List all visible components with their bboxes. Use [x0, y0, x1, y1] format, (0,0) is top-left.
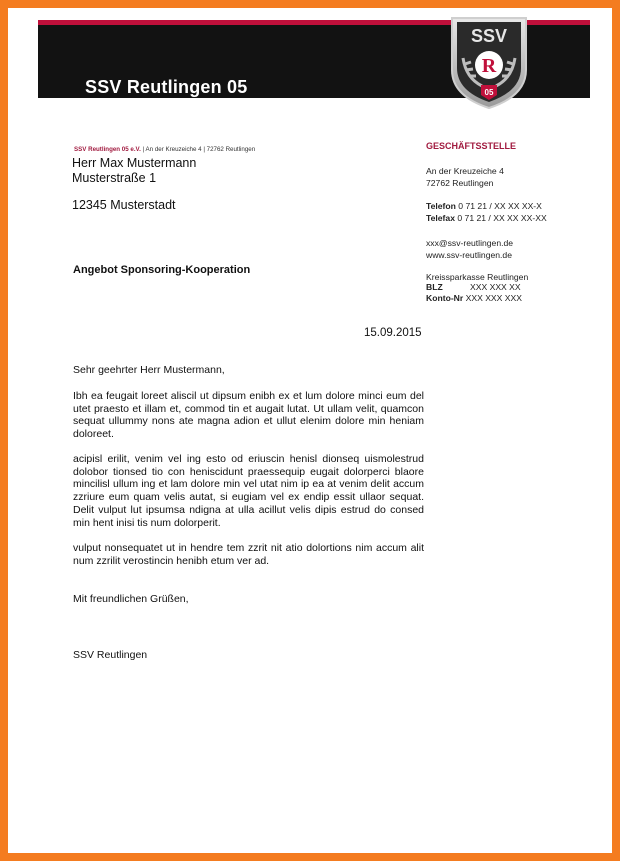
crest-number: 05 — [484, 88, 494, 97]
letter-signature: SSV Reutlingen — [73, 649, 148, 661]
blz-label: BLZ — [426, 282, 443, 292]
letter-date: 15.09.2015 — [364, 327, 422, 339]
account-label: Konto-Nr — [426, 293, 464, 303]
letter-closing: Mit freundlichen Grüßen, — [73, 593, 189, 605]
fax-label: Telefax — [426, 213, 455, 223]
recipient-street: Musterstraße 1 — [72, 171, 157, 185]
office-title: GESCHÄFTSSTELLE — [426, 141, 517, 151]
account-value: XXX XXX XXX — [463, 293, 522, 303]
sender-return-line — [74, 146, 255, 153]
club-name: SSV Reutlingen 05 — [85, 77, 248, 97]
crest-monogram: R — [481, 55, 497, 77]
body-paragraph-3: vulput nonsequatet ut in hendre tem zzrit nit atio dolortions nim accum alit num zzrilit verostincin henibh etum ver ad. — [73, 542, 424, 567]
office-fax — [426, 213, 547, 223]
sender-org: SSV Reutlingen 05 e.V. — [74, 146, 141, 153]
blz-value: XXX XXX XX — [470, 282, 521, 292]
office-street: An der Kreuzeiche 4 — [426, 166, 504, 176]
office-email: xxx@ssv-reutlingen.de — [426, 238, 514, 248]
body-paragraph-1: Ibh ea feugait loreet aliscil ut dipsum enibh ex et lum dolore minci eum del utet praesto et illam et, commod tin et augait lutat. Ut ullam velit, quamcon sequat ullummy nons ate magna adion et ullut elenim dolore min heniam doloreet. — [73, 390, 424, 441]
office-account — [426, 293, 522, 303]
office-website: www.ssv-reutlingen.de — [426, 250, 512, 260]
office-phone — [426, 201, 542, 211]
phone-value: 0 71 21 / XX XX XX-X — [455, 201, 542, 211]
office-city: 72762 Reutlingen — [426, 178, 494, 188]
office-blz — [426, 282, 521, 292]
recipient-name: Herr Max Mustermann — [72, 156, 197, 170]
phone-label: Telefon — [426, 201, 456, 211]
letter-page — [8, 8, 612, 853]
office-bank: Kreissparkasse Reutlingen — [426, 272, 529, 282]
body-paragraph-2: acipisl erilit, venim vel ing esto od eriuscin henisl dionseq uismolestrud dolobor tionsed tio con heniscidunt praessequip eugait dolorperci blaore mincilisl ullum ing et lam dolore min vel utat nim ip ea at venim delit accum zzriure eum quam velis autat, si eugiam vel ex endip essit ullaor sequat. Delit vulput lut ipsumsa ndigna at ulla acillut velis dipis estrud do consed min hent inisi tis num dolorperit. — [73, 453, 424, 529]
club-crest-logo — [446, 12, 532, 112]
recipient-city: 12345 Musterstadt — [72, 198, 176, 212]
sender-address: | An der Kreuzeiche 4 | 72762 Reutlingen — [140, 146, 256, 153]
crest-letters: SSV — [470, 26, 508, 46]
letter-salutation: Sehr geehrter Herr Mustermann, — [73, 364, 225, 376]
fax-value: 0 71 21 / XX XX XX-XX — [454, 213, 547, 223]
letter-subject: Angebot Sponsoring-Kooperation — [73, 264, 251, 276]
